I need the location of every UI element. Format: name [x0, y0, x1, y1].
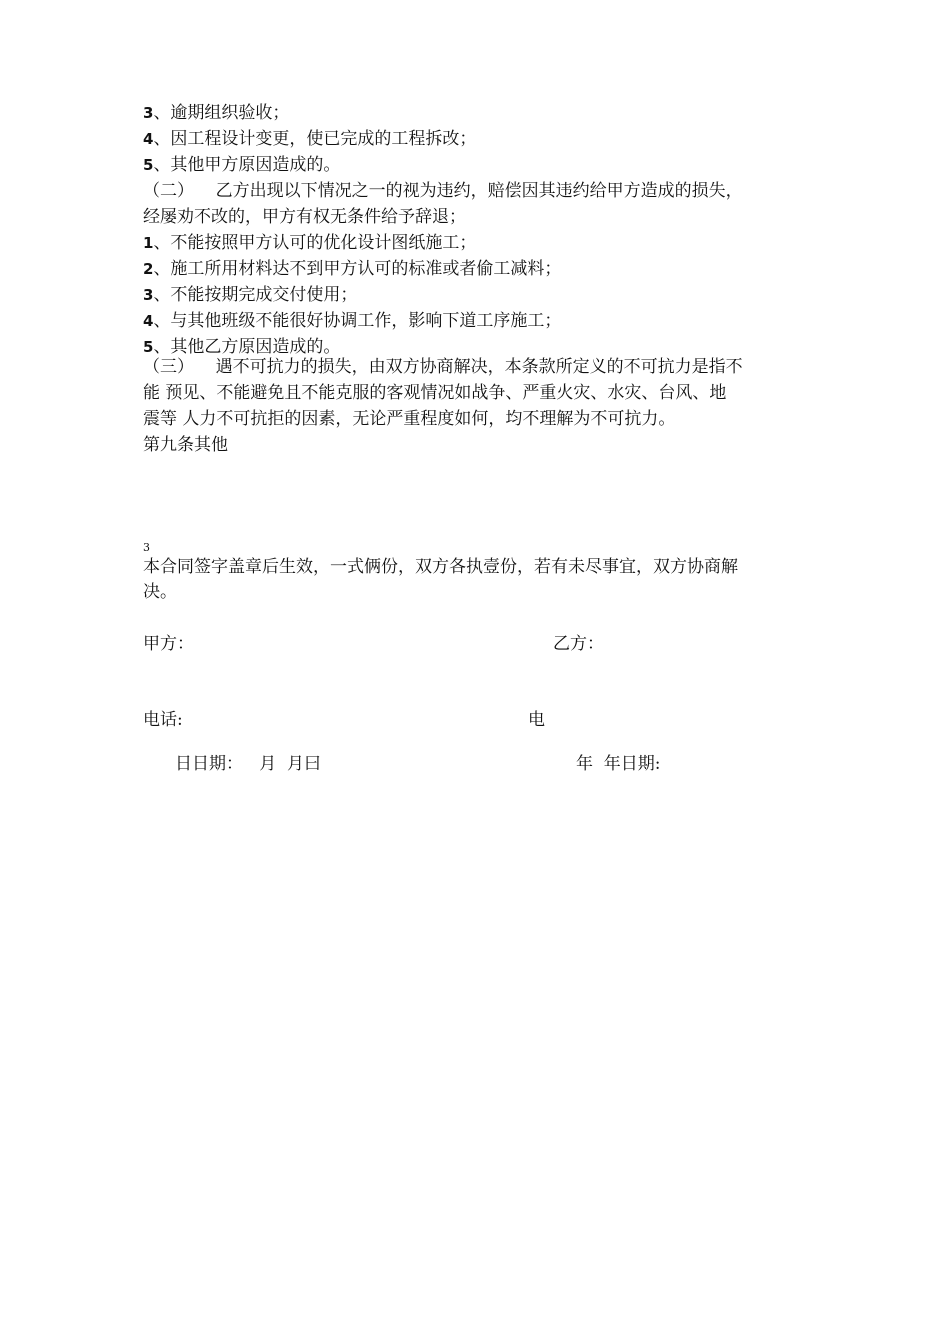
list-item: 1、不能按照甲方认可的优化设计图纸施工；: [143, 233, 477, 253]
clause-3-line-1: （三） 遇不可抗力的损失，由双方协商解决，本条款所定义的不可抗力是指不: [143, 357, 743, 377]
clause-2-line-1: （二） 乙方出现以下情况之一的视为违约，赔偿因其违约给甲方造成的损失，: [143, 181, 743, 201]
clause-2-line-2: 经屡劝不改的，甲方有权无条件给予辞退；: [143, 207, 466, 227]
party-b-label: 乙方：: [553, 634, 604, 654]
party-a-label: 甲方：: [143, 634, 194, 654]
clause-3-line-3: 震等 人力不可抗拒的因素，无论严重程度如何，均不理解为不可抗力。: [143, 409, 676, 429]
list-item: 4、与其他班级不能很好协调工作，影响下道工序施工；: [143, 311, 562, 331]
list-item: 4、因工程设计变更，使已完成的工程拆改；: [143, 129, 477, 149]
page-number: 3: [143, 541, 150, 554]
list-item: 3、逾期组织验收；: [143, 103, 290, 123]
article-9-title: 第九条其他: [143, 435, 228, 455]
list-item: 3、不能按期完成交付使用；: [143, 285, 358, 305]
list-item: 5、其他乙方原因造成的。: [143, 337, 341, 357]
list-item: 2、施工所用材料达不到甲方认可的标准或者偷工减料；: [143, 259, 562, 279]
date-b: 年 年日期:: [576, 754, 661, 774]
final-clause-line-2: 决。: [143, 582, 177, 602]
final-clause-line-1: 本合同签字盖章后生效，一式俩份，双方各执壹份，若有未尽事宜，双方协商解: [143, 557, 738, 577]
date-a: 日日期： 月 月曰: [175, 754, 322, 774]
clause-3-line-2: 能 预见、不能避免且不能克服的客观情况如战争、严重火灾、水灾、台风、地: [143, 383, 727, 403]
list-item: 5、其他甲方原因造成的。: [143, 155, 341, 175]
phone-b-label: 电: [528, 710, 545, 730]
phone-a-label: 电话:: [143, 710, 183, 730]
